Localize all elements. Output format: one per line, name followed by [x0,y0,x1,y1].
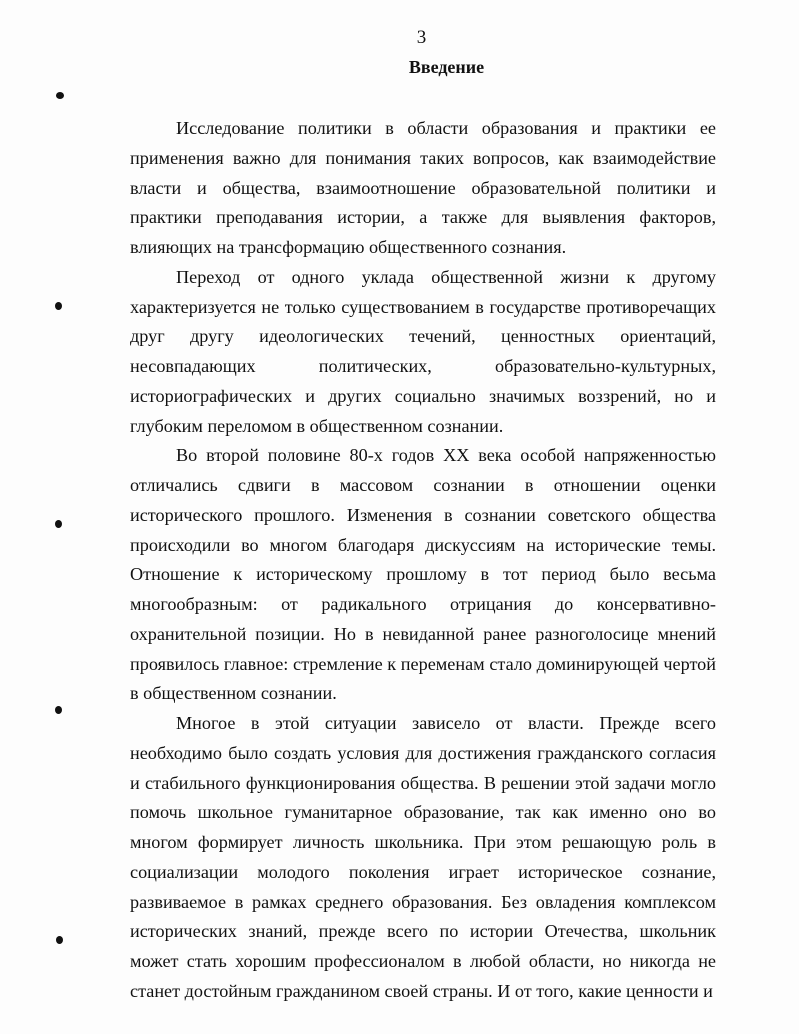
section-heading: Введение [408,57,485,77]
page-number: 3 [416,27,427,48]
binding-hole-mark [55,302,62,310]
binding-hole-mark [55,706,62,714]
binding-hole-mark [56,936,63,944]
body-text [130,114,716,1007]
paragraph-3: Во второй половине 80-х годов XX века особой напряженностью отличались сдвиги в массовом сознании в отношении оценки исторического прошлого. Изменения в сознании советского общества происходили во многом благодаря дискуссиям на исторические темы. Отношение к историческому прошлому в тот период было весьма многообразным: от радикального отрицания до консервативно-охранительной позиции. Но в невиданной ранее разноголосице мнений проявилось главное: стремление к переменам стало доминирующей чертой в общественном сознании. [130,445,716,704]
paragraph-4: Многое в этой ситуации зависело от власти. Прежде всего необходимо было создать условия для достижения гражданского согласия и стабильного функционирования общества. В решении этой задачи могло помочь школьное гуманитарное образование, так как именно оно во многом формирует личность школьника. При этом решающую роль в социализации молодого поколения играет историческое сознание, развиваемое в рамках среднего образования. Без овладения комплексом исторических знаний, прежде всего по истории Отечества, школьник может стать хорошим профессионалом в любой области, но никогда не станет достойным гражданином своей страны. И от того, какие ценности и [130,713,716,1001]
binding-hole-mark [55,520,62,528]
paragraph-1: Исследование политики в области образования и практики ее применения важно для понимания таких вопросов, как взаимодействие власти и общества, взаимоотношение образовательной политики и практики преподавания истории, а также для выявления факторов, влияющих на трансформацию общественного сознания. [130,118,716,257]
paragraph-2: Переход от одного уклада общественной жизни к другому характеризуется не только существованием в государстве противоречащих друг другу идеологических течений, ценностных ориентаций, несовпадающих политических, образовательно-культурных, историографических и других социально значимых воззрений, но и глубоким переломом в общественном сознании. [130,266,716,436]
binding-hole-mark [56,92,64,99]
